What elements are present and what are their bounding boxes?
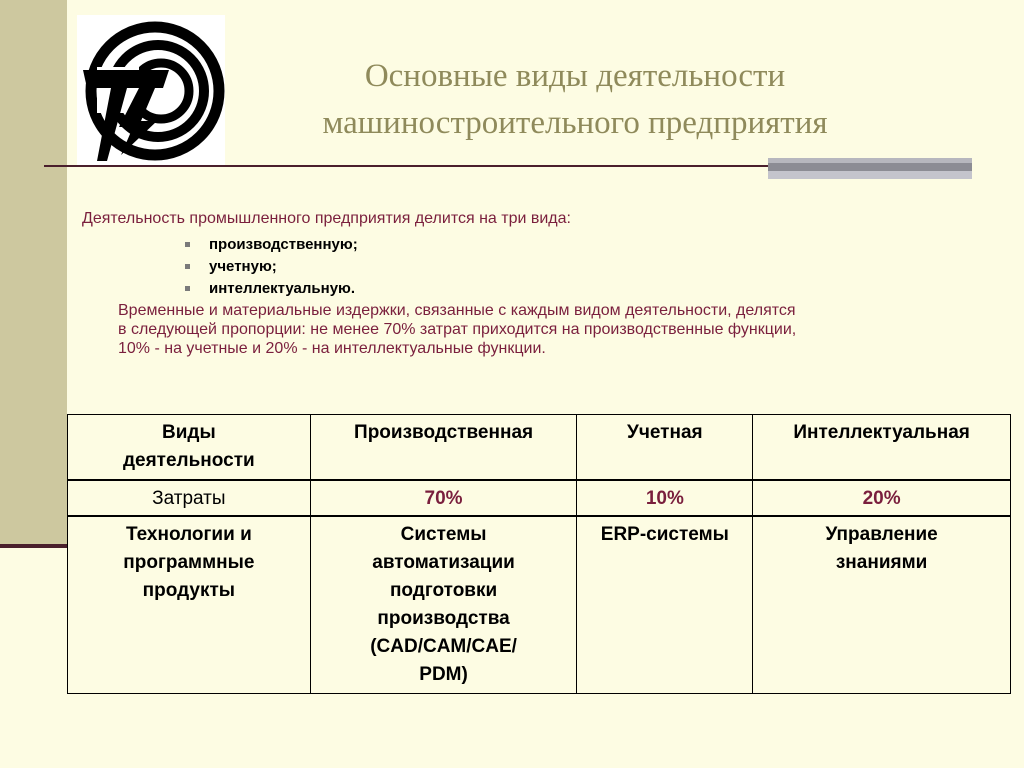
- paragraph-line-2: в следующей пропорции: не менее 70% затрат приходится на производственные функции,: [118, 321, 797, 338]
- paragraph-line-3: 10% - на учетные и 20% - на интеллектуальные функции.: [118, 340, 546, 357]
- list-item: [185, 234, 358, 256]
- title-divider: [44, 165, 772, 167]
- tech-accounting-cell: ERP-системы: [577, 516, 753, 694]
- header-line: деятельности: [122, 450, 255, 471]
- cell-line: Технологии и: [125, 524, 252, 545]
- page-title: [230, 53, 920, 147]
- divider-bar-light-lower: [768, 171, 972, 179]
- paragraph-line-1: Временные и материальные издержки, связанные с каждым видом деятельности, делятся: [118, 302, 796, 319]
- cost-paragraph: [118, 301, 796, 358]
- tech-intellectual-cell: [753, 516, 1011, 694]
- square-bullet-icon: [185, 242, 190, 247]
- tech-label-cell: [68, 516, 311, 694]
- title-line-1: Основные виды деятельности: [364, 58, 786, 94]
- cell-line: Системы: [400, 524, 487, 545]
- cost-accounting-cell: 10%: [577, 480, 753, 516]
- list-item-label: учетную;: [209, 258, 277, 275]
- square-bullet-icon: [185, 286, 190, 291]
- cell-line: знаниями: [835, 552, 928, 573]
- cost-intellectual-cell: 20%: [753, 480, 1011, 516]
- header-cell-intellectual: Интеллектуальная: [753, 415, 1011, 481]
- table-row-costs: [68, 480, 1011, 516]
- company-emblem-icon: [77, 15, 225, 167]
- cost-production-cell: 70%: [310, 480, 577, 516]
- cell-line: (CAD/CAM/CAE/: [370, 636, 517, 657]
- activities-table: [67, 414, 1011, 694]
- cell-line: подготовки: [389, 580, 498, 601]
- left-decorative-rule: [0, 544, 67, 548]
- header-cell-activity-types: [68, 415, 311, 481]
- square-bullet-icon: [185, 264, 190, 269]
- cell-line: PDM): [419, 664, 468, 685]
- header-line: Виды: [161, 422, 216, 443]
- list-item: [185, 256, 358, 278]
- title-line-2: машиностроительного предприятия: [322, 105, 828, 141]
- tech-production-cell: [310, 516, 577, 694]
- logo: [77, 15, 225, 167]
- header-cell-production: Производственная: [310, 415, 577, 481]
- intro-text: Деятельность промышленного предприятия делится на три вида:: [82, 210, 571, 227]
- cell-line: производства: [377, 608, 510, 629]
- table-header-row: [68, 415, 1011, 481]
- list-item: [185, 278, 358, 300]
- activity-types-list: [185, 234, 358, 300]
- cost-label-cell: Затраты: [68, 480, 311, 516]
- cell-line: продукты: [142, 580, 236, 601]
- left-decorative-band: [0, 0, 67, 548]
- divider-bar-dark: [768, 163, 972, 171]
- cell-line: Управление: [825, 524, 938, 545]
- list-item-label: интеллектуальную.: [209, 280, 356, 297]
- cell-line: автоматизации: [372, 552, 515, 573]
- table-row-technologies: [68, 516, 1011, 694]
- list-item-label: производственную;: [209, 236, 358, 253]
- header-cell-accounting: Учетная: [577, 415, 753, 481]
- cell-line: программные: [123, 552, 255, 573]
